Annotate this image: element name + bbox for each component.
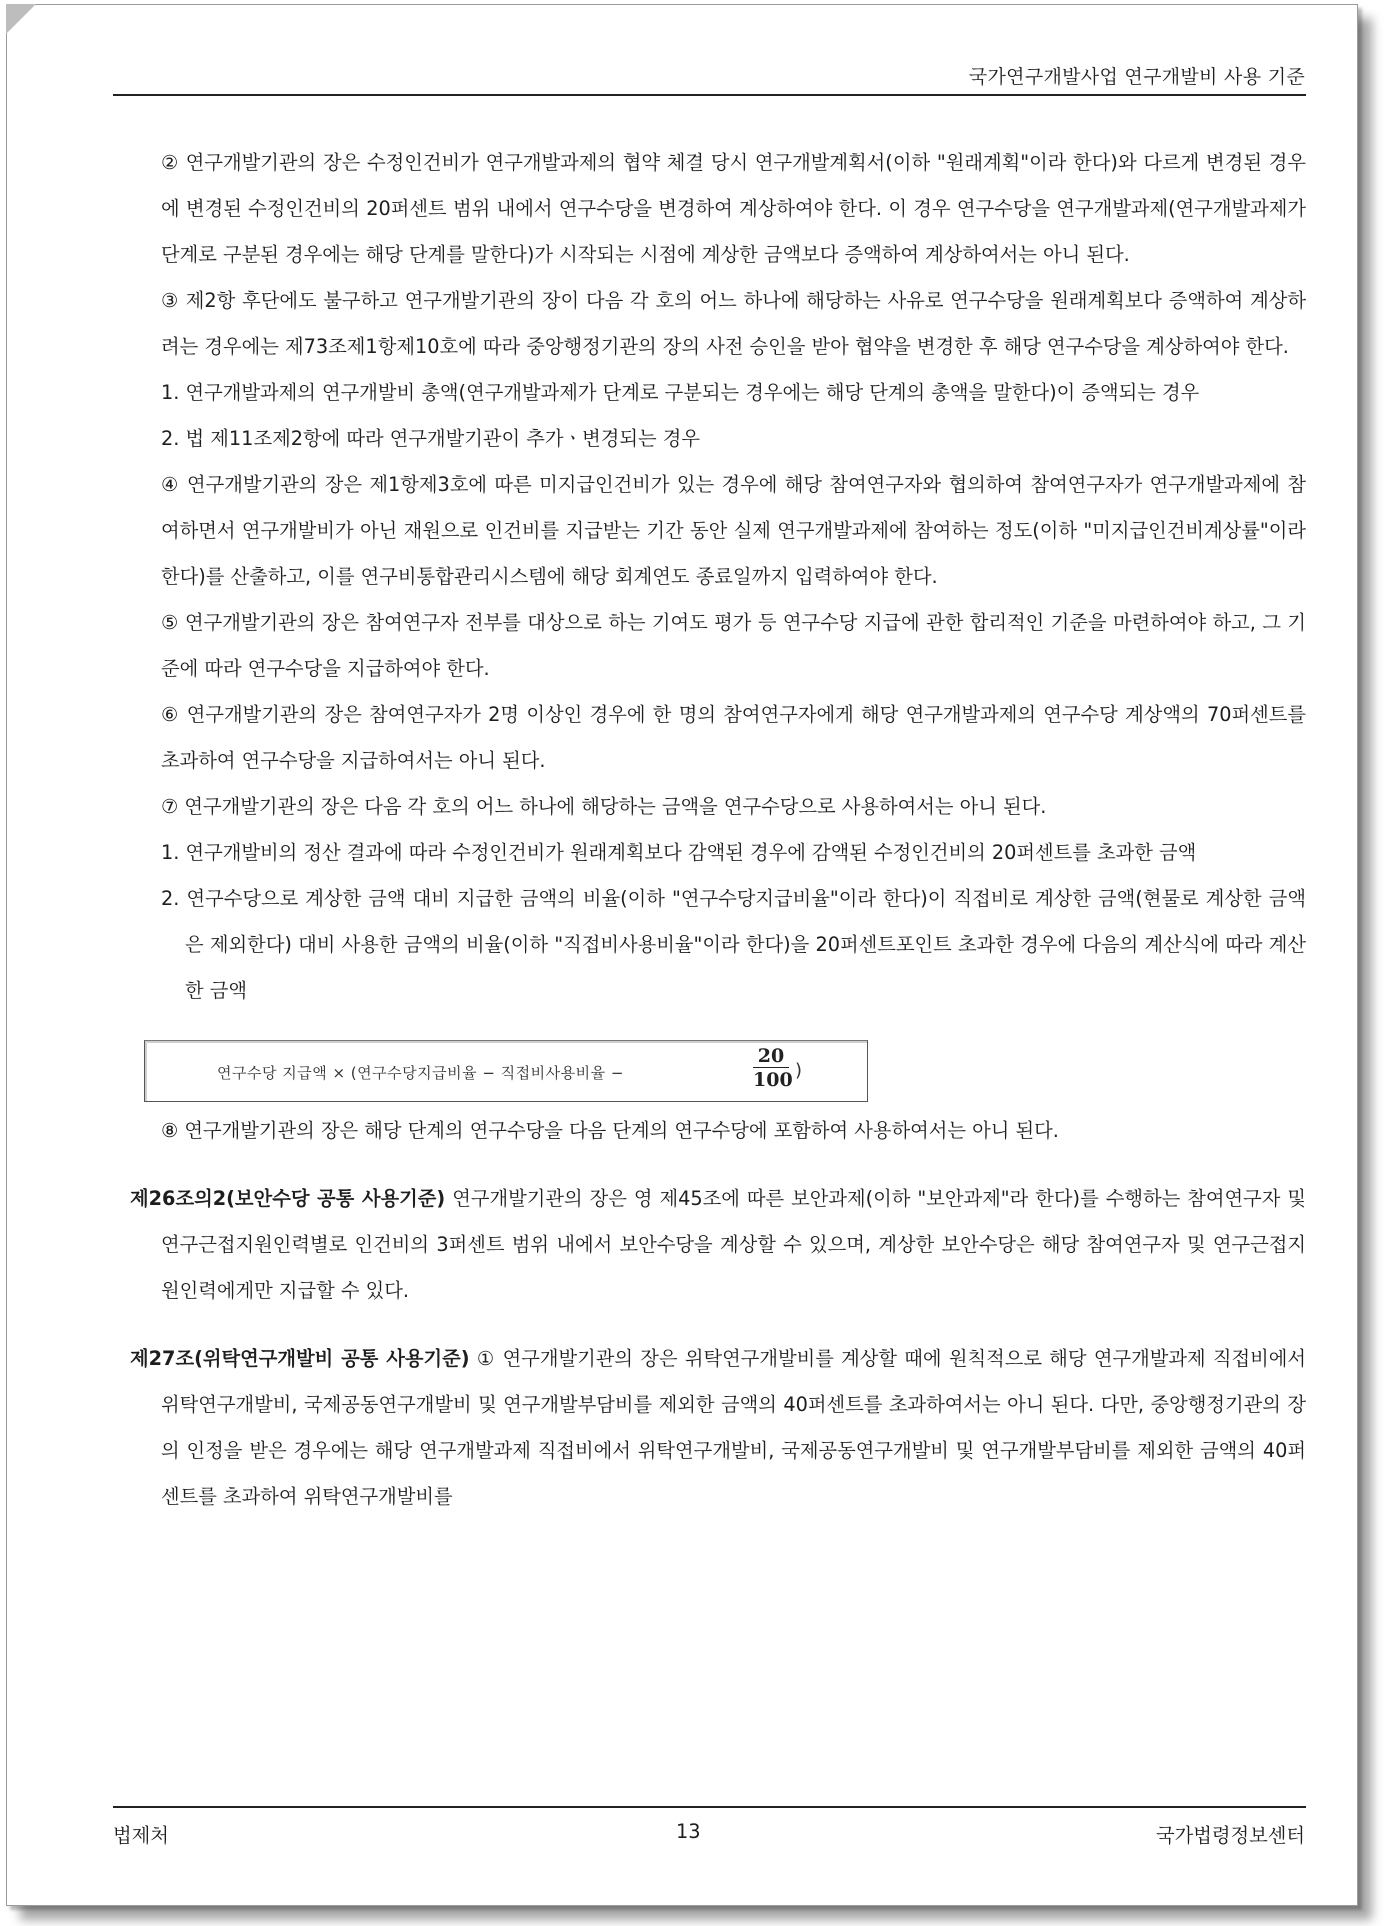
article-26-2-text bbox=[130, 1176, 1306, 1314]
formula-text: 연구수당 지급액 × (연구수당지급비율 − 직접비사용비율 − bbox=[217, 1064, 624, 1082]
article-26-2-title: 제26조의2(보안수당 공통 사용기준) bbox=[130, 1187, 446, 1210]
article-26-2 bbox=[130, 1176, 1306, 1314]
article-27 bbox=[130, 1336, 1306, 1520]
paragraph-7-item-2: 2. 연구수당으로 계상한 금액 대비 지급한 금액의 비율(이하 "연구수당지급비율"이라 한다)이 직접비로 계상한 금액(현물로 계상한 금액은 제외한다) 대비 사용한 금액의 비율(이하 "직접비사용비율"이라 한다)을 20퍼센트포인트 초과한 경우에 다음의 계산식에 따라 계산한 금액 bbox=[161, 887, 1306, 1002]
paragraph-7: ⑦ 연구개발기관의 장은 다음 각 호의 어느 하나에 해당하는 금액을 연구수당으로 사용하여서는 아니 된다. bbox=[161, 795, 1047, 818]
formula-image bbox=[144, 1040, 868, 1102]
document-header-title: 국가연구개발사업 연구개발비 사용 기준 bbox=[968, 66, 1305, 88]
article-26-2-body: 연구개발기관의 장은 영 제45조에 따른 보안과제(이하 "보안과제"라 한다)를 수행하는 참여연구자 및 연구근접지원인력별로 인건비의 3퍼센트 범위 내에서 보안수당을 계상할 수 있으며, 계상한 보안수당은 해당 참여연구자 및 연구근접지원인력에게만 지급할 수 있다. bbox=[161, 1187, 1306, 1302]
page-corner-fold bbox=[6, 4, 36, 34]
paragraph-2: ② 연구개발기관의 장은 수정인건비가 연구개발과제의 협약 체결 당시 연구개발계획서(이하 "원래계획"이라 한다)와 다르게 변경된 경우에 변경된 수정인건비의 20퍼센트 범위 내에서 연구수당을 변경하여 계상하여야 한다. 이 경우 연구수당을 연구개발과제(연구개발과제가 단계로 구분된 경우에는 해당 단계를 말한다)가 시작되는 시점에 계상한 금액보다 증액하여 계상하여서는 아니 된다. bbox=[161, 151, 1306, 266]
footer-rule bbox=[113, 1806, 1306, 1808]
paragraph-5: ⑤ 연구개발기관의 장은 참여연구자 전부를 대상으로 하는 기여도 평가 등 연구수당 지급에 관한 합리적인 기준을 마련하여야 하고, 그 기준에 따라 연구수당을 지급하여야 한다. bbox=[161, 611, 1306, 680]
paragraph-6: ⑥ 연구개발기관의 장은 참여연구자가 2명 이상인 경우에 한 명의 참여연구자에게 해당 연구개발과제의 연구수당 계상액의 70퍼센트를 초과하여 연구수당을 지급하여서는 아니 된다. bbox=[161, 703, 1306, 772]
article-27-text bbox=[130, 1336, 1306, 1520]
paragraph-3: ③ 제2항 후단에도 불구하고 연구개발기관의 장이 다음 각 호의 어느 하나에 해당하는 사유로 연구수당을 원래계획보다 증액하여 계상하려는 경우에는 제73조제1항제10호에 따라 중앙행정기관의 장의 사전 승인을 받아 협약을 변경한 후 해당 연구수당을 계상하여야 한다. bbox=[161, 289, 1306, 358]
paragraph-8: ⑧ 연구개발기관의 장은 해당 단계의 연구수당을 다음 단계의 연구수당에 포함하여 사용하여서는 아니 된다. bbox=[161, 1119, 1059, 1142]
article-27-title: 제27조(위탁연구개발비 공통 사용기준) bbox=[130, 1347, 470, 1370]
footer-publisher: 법제처 bbox=[113, 1824, 169, 1847]
header-rule bbox=[113, 94, 1306, 96]
paragraph-4: ④ 연구개발기관의 장은 제1항제3호에 따른 미지급인건비가 있는 경우에 해당 참여연구자와 협의하여 참여연구자가 연구개발과제에 참여하면서 연구개발비가 아닌 재원으로 인건비를 지급받는 기간 동안 실제 연구개발과제에 참여하는 정도(이하 "미지급인건비계상률"이라 한다)를 산출하고, 이를 연구비통합관리시스템에 해당 회계연도 종료일까지 입력하여야 한다. bbox=[161, 473, 1306, 588]
formula-denominator: 100 bbox=[753, 1069, 793, 1091]
paragraph-3-item-1: 1. 연구개발과제의 연구개발비 총액(연구개발과제가 단계로 구분되는 경우에는 해당 단계의 총액을 말한다)이 증액되는 경우 bbox=[161, 381, 1200, 404]
paragraph-7-item-1: 1. 연구개발비의 정산 결과에 따라 수정인건비가 원래계획보다 감액된 경우에 감액된 수정인건비의 20퍼센트를 초과한 금액 bbox=[161, 841, 1197, 864]
page-number: 13 bbox=[676, 1820, 701, 1843]
paragraph-3-item-2: 2. 법 제11조제2항에 따라 연구개발기관이 추가ㆍ변경되는 경우 bbox=[161, 427, 700, 450]
formula-fraction bbox=[753, 1045, 793, 1092]
formula-numerator: 20 bbox=[753, 1045, 789, 1068]
footer-source: 국가법령정보센터 bbox=[1155, 1824, 1305, 1847]
article-27-body: ① 연구개발기관의 장은 위탁연구개발비를 계상할 때에 원칙적으로 해당 연구개발과제 직접비에서 위탁연구개발비, 국제공동연구개발비 및 연구개발부담비를 제외한 금액의 40퍼센트를 초과하여서는 아니 된다. 다만, 중앙행정기관의 장의 인정을 받은 경우에는 해당 연구개발과제 직접비에서 위탁연구개발비, 국제공동연구개발비 및 연구개발부담비를 제외한 금액의 40퍼센트를 초과하여 위탁연구개발비를 bbox=[161, 1347, 1306, 1508]
formula-close-paren: ) bbox=[795, 1060, 803, 1081]
document-body bbox=[130, 140, 1306, 1520]
